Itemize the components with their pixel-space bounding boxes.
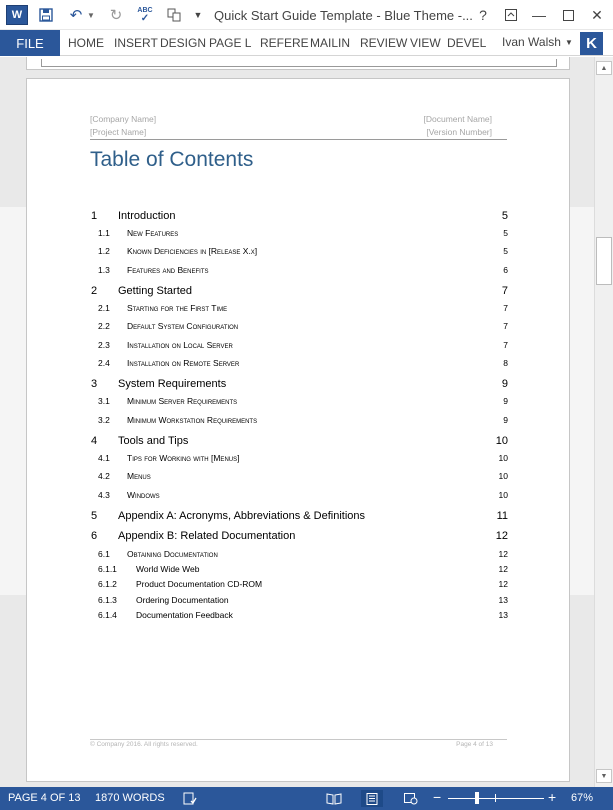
word-app-icon[interactable]: W <box>6 5 28 25</box>
toc-entry-title: Obtaining Documentation <box>127 549 218 559</box>
header-project-name[interactable]: [Project Name] <box>90 127 147 137</box>
format-painter-icon[interactable] <box>166 5 182 25</box>
toc-entry-title: Tips for Working with [Menus] <box>127 453 240 463</box>
toc-entry-title: Default System Configuration <box>127 321 239 331</box>
document-title: Quick Start Guide Template - Blue Theme -... <box>214 8 473 23</box>
toc-entry-page: 9 <box>501 378 508 390</box>
toc-entry-number: 4.1 <box>98 453 110 463</box>
toc-entry-number: 6.1.3 <box>98 595 117 605</box>
toc-entry-number: 2.3 <box>98 340 110 350</box>
tab-mailings[interactable]: MAILIN <box>310 36 351 50</box>
toc-entry-number: 2.1 <box>98 303 110 313</box>
spelling-label: ABC <box>137 7 153 14</box>
toc-entry-page: 7 <box>503 321 508 331</box>
ribbon-display-options-button[interactable] <box>500 4 522 26</box>
undo-dropdown-icon[interactable]: ▼ <box>87 10 95 20</box>
tab-home[interactable]: HOME <box>68 36 104 50</box>
toc-entry-title: Installation on Local Server <box>127 340 233 350</box>
toc-entry-title: Appendix A: Acronyms, Abbreviations & Definitions <box>118 510 366 522</box>
zoom-level[interactable]: 67% <box>571 792 594 804</box>
toc-entry-title: System Requirements <box>118 378 227 390</box>
read-mode-icon[interactable] <box>324 790 344 807</box>
print-layout-icon[interactable] <box>361 790 383 807</box>
web-layout-icon[interactable] <box>401 790 421 807</box>
toc-entry-page: 5 <box>503 246 508 256</box>
avatar[interactable]: K <box>580 32 603 55</box>
toc-entry-title: Features and Benefits <box>127 265 209 275</box>
toc-entry-number: 1.1 <box>98 228 110 238</box>
toc-entry-number: 3.1 <box>98 396 110 406</box>
scroll-up-icon[interactable]: ▲ <box>596 61 612 75</box>
account-dropdown-icon[interactable]: ▼ <box>565 38 573 47</box>
word-count[interactable]: 1870 WORDS <box>95 792 165 804</box>
toc-entry-number: 1.3 <box>98 265 110 275</box>
toc-entry-page: 12 <box>495 530 508 542</box>
toc-entry-number: 4.3 <box>98 490 110 500</box>
toc-entry-page: 13 <box>498 595 508 605</box>
toc-entry-number: 3 <box>91 378 98 390</box>
scroll-down-icon[interactable]: ▼ <box>596 769 612 783</box>
header-document-name[interactable]: [Document Name] <box>423 114 492 124</box>
toc-entry-page: 5 <box>501 210 508 222</box>
redo-icon[interactable]: ↻ <box>109 7 123 24</box>
toc-entry-number: 1.2 <box>98 246 110 256</box>
toc-entry-number: 2 <box>91 285 98 297</box>
toc-entry-number: 1 <box>91 210 98 222</box>
toc-entry-title: Introduction <box>118 210 176 222</box>
zoom-in-button[interactable]: + <box>548 789 557 805</box>
title-bar <box>0 0 613 30</box>
toc-entry-page: 13 <box>498 610 508 620</box>
footer-copyright[interactable]: © Company 2016. All rights reserved. <box>90 741 198 748</box>
toc-entry-page: 5 <box>503 228 508 238</box>
footer-page-number[interactable]: Page 4 of 13 <box>456 741 493 748</box>
spelling-check-icon[interactable]: ABC ✓ <box>137 7 153 24</box>
close-button[interactable]: ✕ <box>591 6 603 23</box>
tab-view[interactable]: VIEW <box>410 36 441 50</box>
tab-design[interactable]: DESIGN <box>160 36 207 50</box>
customize-toolbar-icon[interactable]: ▼ <box>193 10 203 20</box>
toc-entry-page: 7 <box>503 340 508 350</box>
toc-entry-title: World Wide Web <box>136 564 200 574</box>
maximize-button[interactable] <box>557 4 579 26</box>
status-bar <box>0 787 613 810</box>
footer-divider <box>90 739 507 740</box>
toc-entry-page: 10 <box>498 471 508 481</box>
toc-entry-number: 6.1 <box>98 549 110 559</box>
zoom-slider-thumb[interactable] <box>475 792 479 804</box>
toc-entry-title: Starting for the First Time <box>127 303 228 313</box>
toc-entry-page: 9 <box>503 415 508 425</box>
page-indicator[interactable]: PAGE 4 OF 13 <box>8 792 81 804</box>
toc-entry-title: Documentation Feedback <box>136 610 233 620</box>
toc-entry-page: 12 <box>498 579 508 589</box>
tab-insert[interactable]: INSERT <box>114 36 158 50</box>
toc-entry-title: Windows <box>127 490 160 500</box>
toc-entry-number: 6.1.1 <box>98 564 117 574</box>
ribbon-tab-bar <box>0 30 613 56</box>
toc-entry-number: 3.2 <box>98 415 110 425</box>
toc-entry-title: Product Documentation CD-ROM <box>136 579 263 589</box>
toc-entry-title: Known Deficiencies in [Release X.x] <box>127 246 258 256</box>
page-title[interactable]: Table of Contents <box>90 148 254 171</box>
header-version-number[interactable]: [Version Number] <box>426 127 492 137</box>
toc-entry-title: Menus <box>127 471 151 481</box>
toc-entry-page: 6 <box>503 265 508 275</box>
toc-entry-title: Appendix B: Related Documentation <box>118 530 296 542</box>
toc-entry-page: 12 <box>498 549 508 559</box>
toc-entry-number: 6.1.2 <box>98 579 117 589</box>
toc-entry-page: 7 <box>503 303 508 313</box>
toc-entry-page: 10 <box>498 453 508 463</box>
toc-entry-title: Getting Started <box>118 285 192 297</box>
tab-review[interactable]: REVIEW <box>360 36 408 50</box>
header-divider <box>90 139 507 140</box>
help-button[interactable]: ? <box>479 7 487 23</box>
tab-developer[interactable]: DEVEL <box>447 36 487 50</box>
previous-page-border <box>41 59 557 67</box>
scroll-thumb[interactable] <box>596 237 612 285</box>
toc-entry-number: 4 <box>91 435 98 447</box>
toc-entry-title: Minimum Server Requirements <box>127 396 238 406</box>
tab-page-layout[interactable]: PAGE L <box>209 36 252 50</box>
toc-entry-page: 10 <box>498 490 508 500</box>
zoom-slider-midpoint <box>495 794 496 802</box>
header-company-name[interactable]: [Company Name] <box>90 114 157 124</box>
user-account-name[interactable]: Ivan Walsh <box>502 35 561 49</box>
zoom-out-button[interactable]: − <box>433 789 442 805</box>
zoom-slider[interactable] <box>448 798 544 799</box>
previous-page-edge <box>26 57 570 70</box>
toc-entry-title: New Features <box>127 228 179 238</box>
toc-entry-title: Minimum Workstation Requirements <box>127 415 258 425</box>
toc-entry-title: Tools and Tips <box>118 435 189 447</box>
toc-entry-number: 5 <box>91 510 98 522</box>
toc-entry-number: 6.1.4 <box>98 610 117 620</box>
minimize-button[interactable]: — <box>532 7 546 23</box>
toc-entry-number: 6 <box>91 530 98 542</box>
toc-entry-page: 10 <box>495 435 508 447</box>
toc-entry-number: 4.2 <box>98 471 110 481</box>
toc-entry-title: Ordering Documentation <box>136 595 229 605</box>
undo-icon[interactable]: ↶ <box>69 7 83 24</box>
document-page[interactable] <box>26 78 570 782</box>
toc-entry-page: 7 <box>501 285 508 297</box>
tab-file[interactable]: FILE <box>0 30 60 56</box>
document-canvas[interactable] <box>0 57 594 787</box>
tab-references[interactable]: REFERE <box>260 36 309 50</box>
toc-entry-title: Installation on Remote Server <box>127 358 240 368</box>
vertical-scrollbar[interactable] <box>594 57 613 787</box>
toc-entry-page: 9 <box>503 396 508 406</box>
proofing-icon[interactable] <box>181 790 199 807</box>
save-icon[interactable] <box>38 5 54 25</box>
toc-entry-number: 2.2 <box>98 321 110 331</box>
toc-entry-page: 11 <box>496 510 508 522</box>
toc-entry-page: 8 <box>503 358 508 368</box>
toc-entry-number: 2.4 <box>98 358 110 368</box>
toc-entry-page: 12 <box>498 564 508 574</box>
